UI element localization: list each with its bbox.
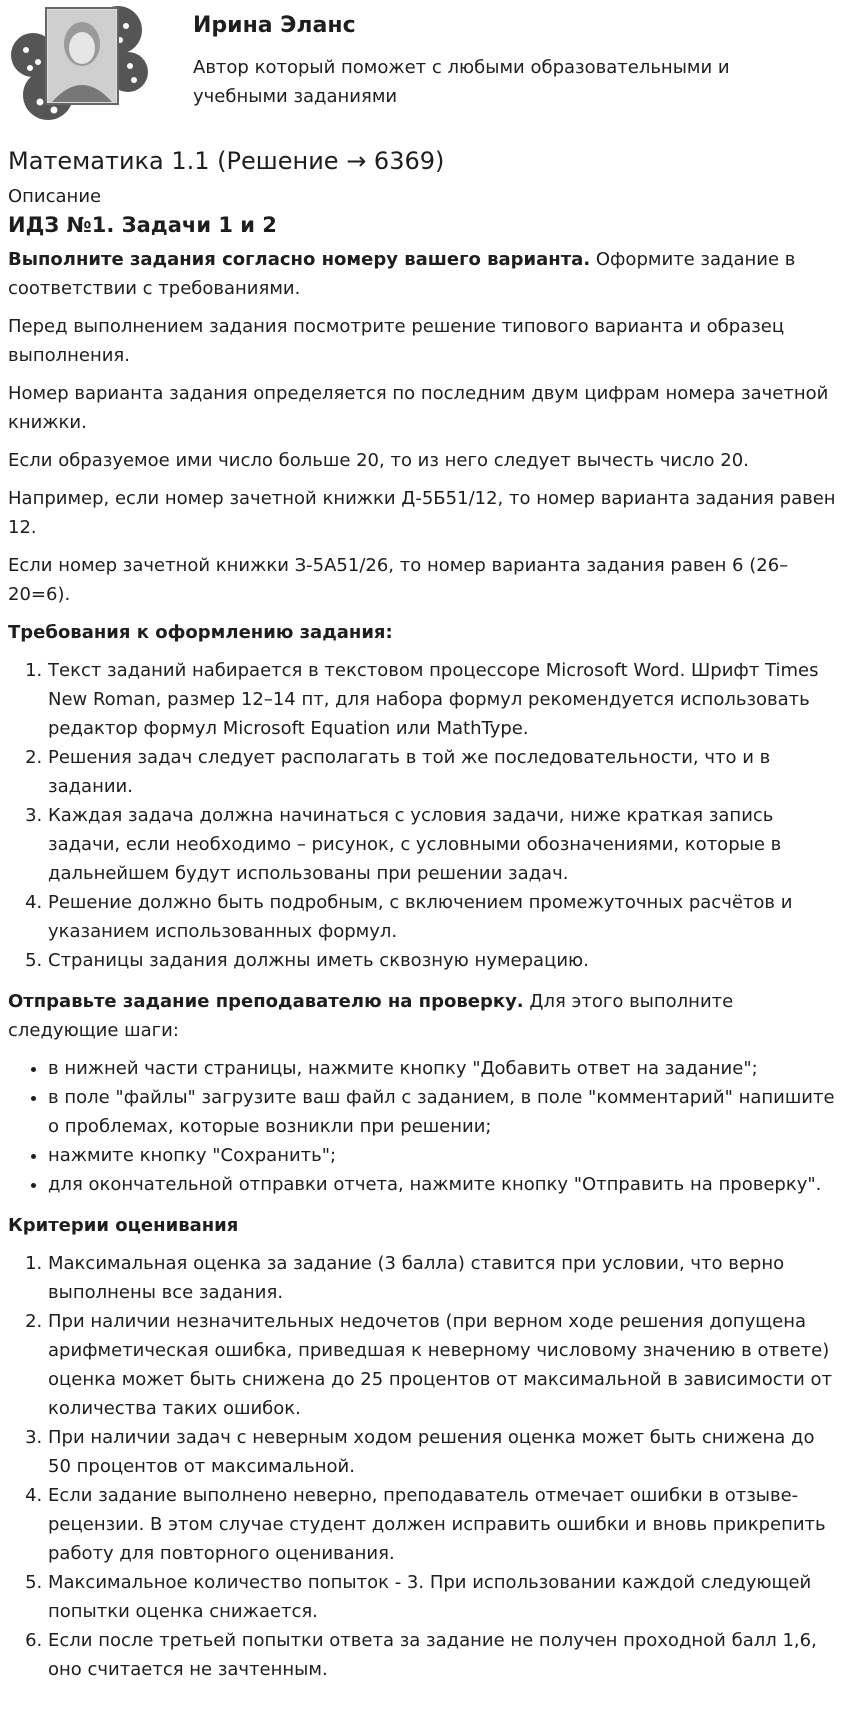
list-item: 6. Если после третьей попытки ответа за задание не получен проходной балл 1,6, оно считается не зачтенным. <box>48 1626 838 1684</box>
list-item: 4. Если задание выполнено неверно, преподаватель отмечает ошибки в отзыве-рецензии. В этом случае студент должен исправить ошибки и вновь прикрепить работу для повторного оценивания. <box>48 1481 838 1568</box>
submit-paragraph <box>8 987 838 1045</box>
list-item: 3. При наличии задач с неверным ходом решения оценка может быть снижена до 50 процентов от максимальной. <box>48 1423 838 1481</box>
list-item: • для окончательной отправки отчета, нажмите кнопку "Отправить на проверку". <box>48 1170 838 1199</box>
submit-steps-list <box>8 1054 838 1199</box>
avatar-image <box>8 0 158 130</box>
author-description: Автор который поможет с любыми образовательными и учебными заданиями <box>193 57 730 107</box>
paragraph: Если образуемое ими число больше 20, то из него следует вычесть число 20. <box>8 450 749 471</box>
intro-paragraph <box>8 245 838 303</box>
list-item: 5. Максимальное количество попыток - 3. При использовании каждой следующей попытки оценка снижается. <box>48 1568 838 1626</box>
submit-text: Для этого выполните следующие шаги: <box>8 991 734 1041</box>
author-card <box>8 0 838 132</box>
submit-bold: Отправьте задание преподавателю на проверку. <box>8 991 524 1012</box>
list-item: 4. Решение должно быть подробным, с включением промежуточных расчётов и указанием использованных формул. <box>48 888 838 946</box>
list-item: 3. Каждая задача должна начинаться с условия задачи, ниже краткая запись задачи, если необходимо – рисунок, с условными обозначениями, которые в дальнейшем будут использованы при решении задач. <box>48 801 838 888</box>
criteria-list <box>8 1249 838 1684</box>
requirements-list <box>8 656 838 975</box>
list-item: 1. Максимальная оценка за задание (3 балла) ставится при условии, что верно выполнены все задания. <box>48 1249 838 1307</box>
list-item: • в поле "файлы" загрузите ваш файл с заданием, в поле "комментарий" напишите о проблемах, которые возникли при решении; <box>48 1083 838 1141</box>
list-item: • в нижней части страницы, нажмите кнопку "Добавить ответ на задание"; <box>48 1054 838 1083</box>
paragraph: Например, если номер зачетной книжки Д-5Б51/12, то номер варианта задания равен 12. <box>8 488 836 538</box>
requirements-heading: Требования к оформлению задания: <box>8 622 393 643</box>
list-item: 1. Текст заданий набирается в текстовом процессоре Microsoft Word. Шрифт Times New Roman, размер 12–14 пт, для набора формул рекомендуется использовать редактор формул Microsoft Equation или MathType. <box>48 656 838 743</box>
avatar[interactable] <box>8 0 160 132</box>
list-item: 5. Страницы задания должны иметь сквозную нумерацию. <box>48 946 838 975</box>
paragraph: Если номер зачетной книжки З-5А51/26, то номер варианта задания равен 6 (26–20=6). <box>8 555 789 605</box>
paragraph: Перед выполнением задания посмотрите решение типового варианта и образец выполнения. <box>8 316 785 366</box>
author-name[interactable]: Ирина Эланс <box>193 13 356 38</box>
paragraph: Номер варианта задания определяется по последним двум цифрам номера зачетной книжки. <box>8 383 829 433</box>
page-title: Математика 1.1 (Решение → 6369) <box>8 147 445 175</box>
list-item: 2. Решения задач следует располагать в той же последовательности, что и в задании. <box>48 743 838 801</box>
criteria-heading: Критерии оценивания <box>8 1215 239 1236</box>
intro-bold: Выполните задания согласно номеру вашего варианта. <box>8 249 591 270</box>
intro-text: Оформите задание в соответствии с требованиями. <box>8 249 796 299</box>
task-title: ИДЗ №1. Задачи 1 и 2 <box>8 213 277 237</box>
list-item: • нажмите кнопку "Сохранить"; <box>48 1141 838 1170</box>
list-item: 2. При наличии незначительных недочетов (при верном ходе решения допущена арифметическая ошибка, приведшая к неверному числовому значению в ответе) оценка может быть снижена до 25 процентов от максимальной в зависимости от количества таких ошибок. <box>48 1307 838 1423</box>
description-label: Описание <box>8 186 102 207</box>
